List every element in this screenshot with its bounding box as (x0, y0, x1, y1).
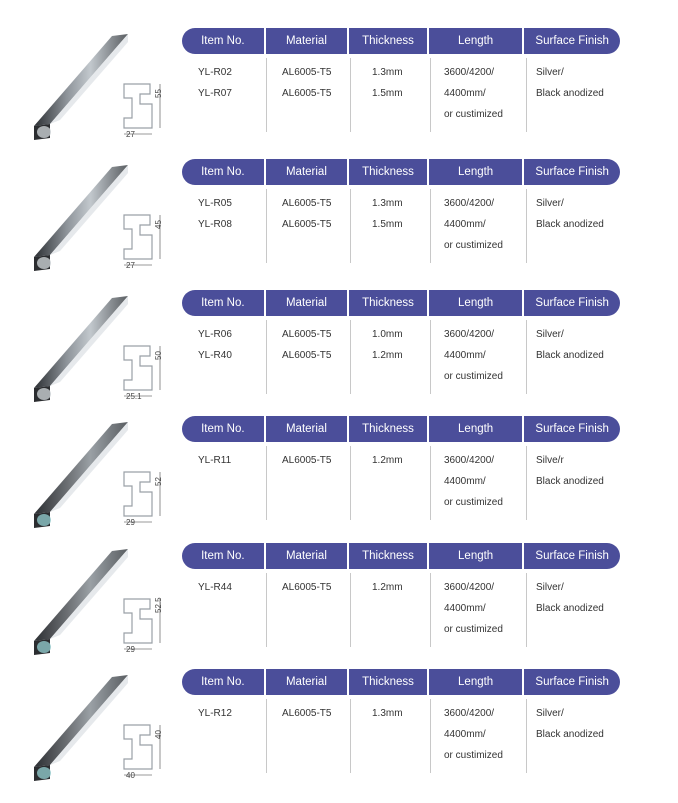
surface-finish-cell-line: Silver/ (536, 582, 564, 593)
length-cell-line: 3600/4200/ (444, 329, 495, 340)
length-cell-line: or custimized (444, 624, 503, 635)
thickness-cell-line: 1.3mm (372, 708, 403, 719)
item-no-cell (198, 324, 232, 366)
length-cell-line: or custimized (444, 371, 503, 382)
length-cell-line: 4400mm/ (444, 729, 486, 740)
header-cell: Surface Finish (535, 676, 609, 688)
length-cell-line: 4400mm/ (444, 476, 486, 487)
header-cell: Material (285, 297, 327, 309)
dimension-height: 40 (154, 730, 163, 739)
length-cell-line: or custimized (444, 497, 503, 508)
surface-finish-cell-line: Black anodized (536, 476, 604, 487)
dimension-height: 52 (154, 477, 163, 486)
item-no-cell-line: YL-R44 (198, 582, 232, 593)
column-divider (350, 58, 351, 132)
surface-finish-cell-line: Black anodized (536, 219, 604, 230)
material-cell-line: AL6005-T5 (282, 455, 332, 466)
thickness-cell (372, 450, 403, 471)
product-row (0, 28, 678, 152)
material-cell-line: AL6005-T5 (282, 350, 332, 361)
column-divider (526, 446, 527, 520)
product-row (0, 416, 678, 540)
material-cell (282, 62, 331, 104)
thickness-cell (372, 62, 403, 104)
header-cell: Length (458, 297, 494, 309)
header-cell: Surface Finish (535, 550, 609, 562)
thickness-cell-line: 1.2mm (372, 350, 403, 361)
header-cell: Length (458, 35, 494, 47)
product-row (0, 290, 678, 414)
item-no-cell-line: YL-R11 (198, 455, 232, 466)
column-divider (350, 573, 351, 647)
column-divider (266, 189, 267, 263)
surface-finish-cell-line: Black anodized (536, 88, 604, 99)
column-divider (526, 320, 527, 394)
item-no-cell (198, 703, 232, 724)
header-cell: Item No. (201, 166, 245, 178)
material-cell (282, 450, 331, 471)
surface-finish-cell (536, 62, 604, 104)
length-cell-line: 3600/4200/ (444, 67, 495, 78)
material-cell (282, 577, 331, 598)
length-cell (444, 703, 503, 766)
thickness-cell-line: 1.2mm (372, 582, 403, 593)
rail-illustration (0, 290, 180, 414)
header-cell: Thickness (362, 35, 414, 47)
header-cell: Surface Finish (535, 35, 609, 47)
column-divider (430, 699, 431, 773)
product-row (0, 669, 678, 793)
table-header (182, 159, 620, 185)
surface-finish-cell-line: Silver/ (536, 198, 564, 209)
dimension-width: 29 (126, 645, 135, 654)
header-cell: Length (458, 423, 494, 435)
column-divider (430, 58, 431, 132)
header-cell: Length (458, 166, 494, 178)
column-divider (266, 699, 267, 773)
column-divider (266, 446, 267, 520)
length-cell (444, 577, 503, 640)
dimension-height: 52.5 (154, 597, 163, 613)
length-cell-line: 4400mm/ (444, 350, 486, 361)
rail-illustration (0, 669, 180, 793)
length-cell-line: 4400mm/ (444, 219, 486, 230)
thickness-cell (372, 324, 403, 366)
thickness-cell (372, 577, 403, 598)
dimension-width: 29 (126, 518, 135, 527)
header-cell: Surface Finish (535, 423, 609, 435)
column-divider (526, 573, 527, 647)
dimension-width: 27 (126, 130, 135, 139)
rail-illustration (0, 159, 180, 283)
header-cell: Surface Finish (535, 297, 609, 309)
column-divider (430, 446, 431, 520)
thickness-cell-line: 1.0mm (372, 329, 403, 340)
length-cell (444, 193, 503, 256)
surface-finish-cell-line: Silver/ (536, 708, 564, 719)
column-divider (350, 699, 351, 773)
thickness-cell-line: 1.2mm (372, 455, 403, 466)
length-cell-line: 4400mm/ (444, 603, 486, 614)
material-cell-line: AL6005-T5 (282, 582, 332, 593)
length-cell-line: 3600/4200/ (444, 582, 495, 593)
surface-finish-cell (536, 450, 604, 492)
material-cell-line: AL6005-T5 (282, 67, 332, 78)
material-cell-line: AL6005-T5 (282, 198, 332, 209)
table-header (182, 669, 620, 695)
rail-illustration (0, 416, 180, 540)
header-cell: Material (285, 166, 327, 178)
material-cell (282, 324, 331, 366)
surface-finish-cell (536, 193, 604, 235)
header-cell: Item No. (201, 676, 245, 688)
length-cell-line: or custimized (444, 240, 503, 251)
rail-illustration (0, 28, 180, 152)
length-cell (444, 324, 503, 387)
item-no-cell (198, 193, 232, 235)
thickness-cell-line: 1.5mm (372, 219, 403, 230)
surface-finish-cell-line: Black anodized (536, 603, 604, 614)
header-cell: Material (285, 676, 327, 688)
table-header (182, 290, 620, 316)
dimension-width: 40 (126, 771, 135, 780)
table-header (182, 416, 620, 442)
surface-finish-cell (536, 703, 604, 745)
surface-finish-cell (536, 577, 604, 619)
column-divider (526, 189, 527, 263)
dimension-width: 27 (126, 261, 135, 270)
item-no-cell (198, 62, 232, 104)
header-cell: Item No. (201, 297, 245, 309)
material-cell (282, 193, 331, 235)
item-no-cell-line: YL-R05 (198, 198, 232, 209)
surface-finish-cell-line: Black anodized (536, 729, 604, 740)
material-cell-line: AL6005-T5 (282, 219, 332, 230)
item-no-cell-line: YL-R02 (198, 67, 232, 78)
dimension-height: 55 (154, 89, 163, 98)
header-cell: Item No. (201, 35, 245, 47)
column-divider (430, 320, 431, 394)
item-no-cell-line: YL-R12 (198, 708, 232, 719)
length-cell-line: 3600/4200/ (444, 708, 495, 719)
surface-finish-cell (536, 324, 604, 366)
thickness-cell-line: 1.3mm (372, 198, 403, 209)
dimension-height: 50 (154, 351, 163, 360)
length-cell-line: 3600/4200/ (444, 455, 495, 466)
length-cell (444, 62, 503, 125)
header-cell: Thickness (362, 676, 414, 688)
column-divider (526, 58, 527, 132)
thickness-cell (372, 703, 403, 724)
table-header (182, 28, 620, 54)
header-cell: Item No. (201, 423, 245, 435)
column-divider (430, 189, 431, 263)
material-cell-line: AL6005-T5 (282, 88, 332, 99)
header-cell: Thickness (362, 550, 414, 562)
column-divider (350, 320, 351, 394)
header-cell: Thickness (362, 166, 414, 178)
header-cell: Length (458, 550, 494, 562)
dimension-width: 25.1 (126, 392, 142, 401)
column-divider (350, 446, 351, 520)
surface-finish-cell-line: Silver/ (536, 67, 564, 78)
surface-finish-cell-line: Black anodized (536, 350, 604, 361)
header-cell: Material (285, 35, 327, 47)
item-no-cell (198, 577, 232, 598)
surface-finish-cell-line: Silver/ (536, 329, 564, 340)
thickness-cell-line: 1.3mm (372, 67, 403, 78)
header-cell: Material (285, 423, 327, 435)
length-cell-line: or custimized (444, 109, 503, 120)
column-divider (350, 189, 351, 263)
dimension-height: 45 (154, 220, 163, 229)
header-cell: Material (285, 550, 327, 562)
item-no-cell-line: YL-R40 (198, 350, 232, 361)
length-cell-line: or custimized (444, 750, 503, 761)
product-row (0, 159, 678, 283)
header-cell: Item No. (201, 550, 245, 562)
length-cell-line: 4400mm/ (444, 88, 486, 99)
item-no-cell (198, 450, 231, 471)
header-cell: Thickness (362, 297, 414, 309)
item-no-cell-line: YL-R06 (198, 329, 232, 340)
item-no-cell-line: YL-R08 (198, 219, 232, 230)
length-cell-line: 3600/4200/ (444, 198, 495, 209)
header-cell: Thickness (362, 423, 414, 435)
column-divider (526, 699, 527, 773)
column-divider (430, 573, 431, 647)
column-divider (266, 573, 267, 647)
surface-finish-cell-line: Silve/r (536, 455, 564, 466)
item-no-cell-line: YL-R07 (198, 88, 232, 99)
material-cell-line: AL6005-T5 (282, 708, 332, 719)
column-divider (266, 320, 267, 394)
material-cell (282, 703, 331, 724)
product-row (0, 543, 678, 667)
material-cell-line: AL6005-T5 (282, 329, 332, 340)
thickness-cell (372, 193, 403, 235)
thickness-cell-line: 1.5mm (372, 88, 403, 99)
header-cell: Length (458, 676, 494, 688)
header-cell: Surface Finish (535, 166, 609, 178)
column-divider (266, 58, 267, 132)
length-cell (444, 450, 503, 513)
rail-illustration (0, 543, 180, 667)
table-header (182, 543, 620, 569)
